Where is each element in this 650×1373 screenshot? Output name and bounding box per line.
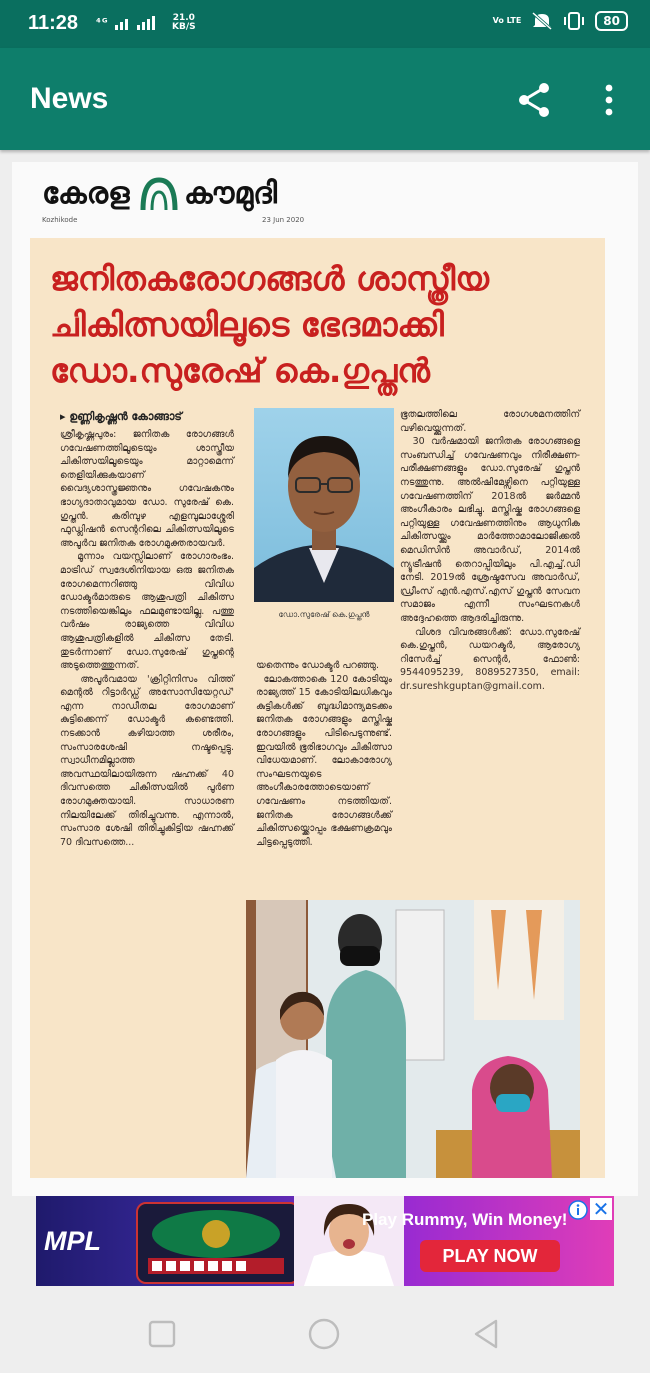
vibrate-icon <box>563 11 585 31</box>
masthead-name-right: കൗമുദി <box>184 176 278 211</box>
volte-icon: Vo LTE <box>492 16 522 25</box>
ad-brand: MPL <box>44 1226 101 1256</box>
edition-date: 23 Jun 2020 <box>262 216 305 224</box>
ad-game-image <box>136 1202 300 1284</box>
article-column-2: യതെന്നും ഡോക്ടർ പറഞ്ഞു. ലോകത്താകെ 120 കോടിയും രാജ്യത്ത് 15 കോടിയിലധികവും കുട്ടികൾക്ക് ബുദ്ധിമാന്ദ്യമടക്കം ജനിതക രോഗങ്ങളും മസ്തിഷ്ക രോഗങ്ങളും പിടിപെടുന്നുണ്ട്. ഇവയിൽ ഭൂരിഭാഗവും ചികിത്സാ വിധേയമാണ്. ലോകാരോഗ്യ സംഘടനയുടെ അംഗീകാരത്തോടെയാണ് ഗവേഷണം നടത്തിയത്. ജനിതക രോഗങ്ങൾക്ക് ചികിത്സയ്ക്കൊപ്പം ഭക്ഷണക്രമവും ചിട്ടപ്പെടുത്തി. <box>256 660 392 848</box>
network-type: ⁴ᴳ <box>96 16 109 29</box>
portrait-caption: ഡോ.സുരേഷ് കെ.ഗുപ്തൻ <box>278 610 370 619</box>
headline-line: ജനിതകരോഗങ്ങൾ ശാസ്ത്രീയ <box>50 259 490 298</box>
headline-line: ഡോ.സുരേഷ് കെ.ഗുപ്തൻ <box>50 351 430 390</box>
info-icon[interactable] <box>568 1200 588 1220</box>
edition-location: Kozhikode <box>42 216 78 224</box>
circle-icon[interactable] <box>304 1314 344 1354</box>
system-nav-bar <box>0 1296 650 1373</box>
newspaper-masthead <box>42 176 342 236</box>
clinic-photo <box>246 900 580 1178</box>
byline: ▸ ഉണ്ണികൃഷ്ണൻ കോങ്ങാട് <box>60 410 182 423</box>
square-icon[interactable] <box>142 1314 182 1354</box>
masthead-name-left: കേരള <box>42 176 130 211</box>
article-clipping <box>30 238 605 1178</box>
network-indicator <box>96 16 157 30</box>
ad-tagline: Play Rummy, Win Money! <box>362 1210 568 1229</box>
status-time: 11:28 <box>28 12 79 34</box>
status-bar <box>0 0 650 48</box>
mute-icon <box>531 11 553 31</box>
signal-icon <box>113 16 157 30</box>
triangle-back-icon[interactable] <box>466 1314 506 1354</box>
battery-indicator: 80 <box>595 11 628 31</box>
portrait-photo <box>254 408 394 602</box>
ad-close-button[interactable]: ✕ <box>590 1198 612 1220</box>
masthead-emblem-icon <box>139 176 179 212</box>
more-vert-icon[interactable] <box>592 78 626 122</box>
ad-play-now-button[interactable]: PLAY NOW <box>420 1240 560 1272</box>
roulette-table-illustration <box>138 1204 294 1278</box>
net-speed-value: 21.0 <box>172 13 195 23</box>
app-bar <box>0 48 650 150</box>
status-right <box>493 11 628 31</box>
article-headline <box>50 256 590 394</box>
net-speed <box>172 14 196 32</box>
portrait-illustration <box>254 408 394 602</box>
ad-banner[interactable] <box>36 1196 614 1286</box>
share-icon[interactable] <box>512 78 556 122</box>
page-title: News <box>30 82 109 115</box>
headline-line: ചികിത്സയിലൂടെ ഭേദമാക്കി <box>50 305 444 344</box>
clinic-photo-illustration <box>246 900 580 1178</box>
article-column-1: ശ്രീകൃഷ്ണപുരം: ജനിതക രോഗങ്ങൾ ഗവേഷണത്തിലൂടെയും ശാസ്ത്രീയ ചികിത്സയിലൂടെയും മാറ്റാമെന്ന് തെളിയിക്കുകയാണ് വൈദ്യശാസ്ത്രജ്ഞനും ഗവേഷകനും ഭാഗ്യദാതാവുമായ ഡോ. സുരേഷ് കെ. ഗുപ്തൻ. കരിമ്പുഴ എളമ്പുലാശ്ശേരി ഫുഡ്ലിഷൻ സെന്ററിലെ ചികിത്സയിലൂടെ അപൂർവ ജനിതക രോഗമുക്തരായവർ. മൂന്നാം വയസ്സിലാണ് രോഗാരംഭം. മാട്രിഡ് സ്വദേശിനിയായ ഒരു ജനിതക രോഗമെന്നറിഞ്ഞു വിവിധ ഡോക്ടർമാരുടെ ആശുപത്രി ചികിത്സ നടത്തിയെങ്കിലും ഫലമുണ്ടായില്ല. പത്തു വർഷം രാജ്യത്തെ വിവിധ ആശുപത്രികളിൽ ചികിത്സ തേടി. തുടർന്നാണ് ഡോ.സുരേഷ് ഗുപ്തന്റെ അടുത്തെത്തുന്നത്. അപൂർവമായ 'ക്രിറ്റിനിസം വിത്ത് മെന്റൽ റിട്ടാർഡ്ഡ് അസോസിയേറ്റഡ്' എന്ന നാഡീതല രോഗമാണ് കുട്ടിക്കെന്ന് ഡോക്ടർ കണ്ടെത്തി. നടക്കാൻ കഴിയാത്ത ശരീരം, സംസാരശേഷി നഷ്ടപ്പെട്ടു. സ്വാധീനമില്ലാത്ത അവസ്ഥയിലായിരുന്ന ഷഹ്നക്ക് 40 ദിവസത്തെ ചികിത്സയിൽ പൂർണ രോഗമുക്തയായി. സാധാരണ നിലയിലേക്ക് തിരിച്ചുവന്നു. എന്നാൽ, സംസാര ശേഷി തിരിച്ചുകിട്ടിയ ഷഹ്നക്ക് 70 ദിവസത്തെ... <box>60 429 234 848</box>
net-speed-unit: KB/S <box>172 22 196 32</box>
news-card[interactable] <box>12 162 638 1196</box>
article-column-3: ഭൂതലത്തിലെ രോഗശമനത്തിന് വഴിവെയ്ക്കുന്നത്. 30 വർഷമായി ജനിതക രോഗങ്ങളെ സംബന്ധിച്ച് ഗവേഷണവും നിരീക്ഷണ-പരീക്ഷണങ്ങളും ഡോ.സുരേഷ് ഗുപ്തൻ നടത്തുന്നു. അൽഷിമേഴ്സിനെ പറ്റിയുള്ള ഗവേഷണത്തിന് 2018ൽ ജർമ്മൻ അംഗീകാരം ലഭിച്ചു. മസ്തിഷ്ക രോഗങ്ങളെ പറ്റിയുള്ള ഗവേഷണത്തിനും ആധുനിക ചികിത്സയ്ക്കും മാർത്തോമാലോജിക്കൽ മെഡിസിൻ അവാർഡ്, 2014ൽ ന്യൂട്രീഷൻ തെറാപ്പിയിലും പി.എച്ച്.ഡി നേടി. 2019ൽ ശ്രേഷ്ഠസേവ അവാർഡ്, ഡ്രീംസ് എൻ.എസ്.എസ് ഗുപ്തൻ സേവന സമാജം എന്നീ സംഘടനകൾ അദ്ദേഹത്തെ ആദരിച്ചിരുന്നു. വിശദ വിവരങ്ങൾക്ക്: ഡോ.സുരേഷ് കെ.ഗുപ്തൻ, ഡയറക്ടർ, ആരോഗ്യ റിസേർച്ച് സെന്റർ, ഫോൺ: 9544095239, 8089527350, email: dr.sureshkguptan@gmail.com. <box>400 409 580 692</box>
